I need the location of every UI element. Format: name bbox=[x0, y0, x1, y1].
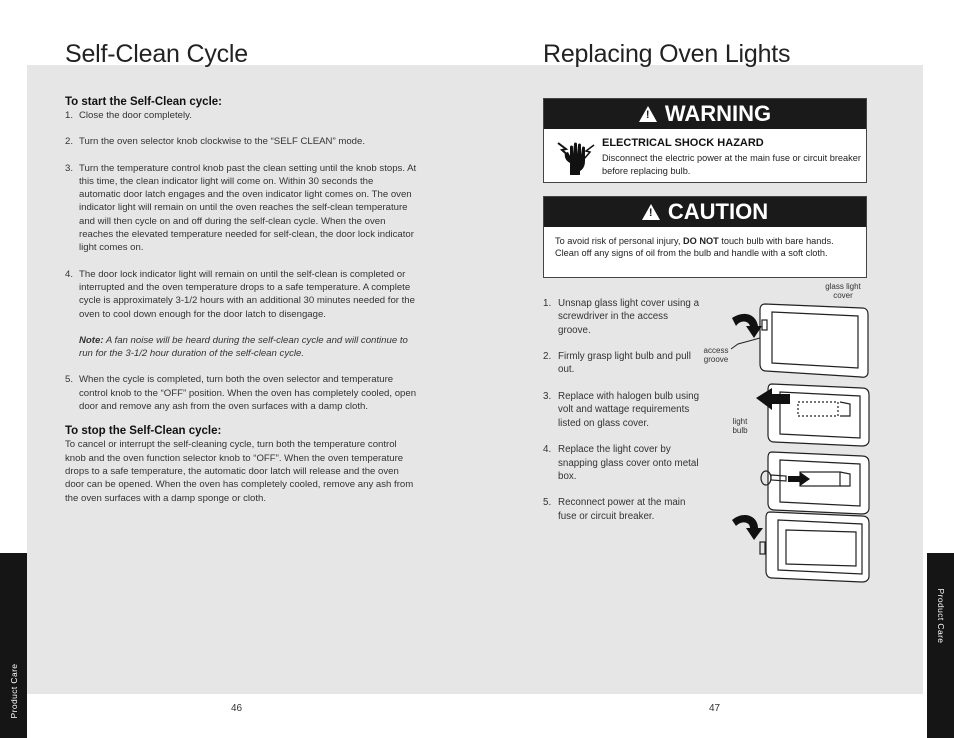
page-title-oven-lights: Replacing Oven Lights bbox=[543, 40, 791, 68]
list-item bbox=[65, 135, 417, 148]
list-item bbox=[543, 443, 703, 483]
warning-box bbox=[543, 98, 867, 183]
page-title-self-clean: Self-Clean Cycle bbox=[65, 40, 248, 68]
stop-text: To cancel or interrupt the self-cleaning cycle, turn both the temperature control knob and the oven function selector knob to “OFF”. When the oven temperature drops to a safe temperature, the automatic door latch will release and the oven door can be opened. When the oven has completely cooled, remove any ash from the oven surfaces with a damp sponge or cloth. bbox=[65, 439, 414, 504]
step-text: Replace the light cover by snapping glass cover onto metal box. bbox=[558, 444, 699, 482]
step-text: Reconnect power at the main fuse or circuit breaker. bbox=[558, 497, 686, 522]
side-tab-right bbox=[927, 553, 954, 738]
list-item bbox=[65, 109, 417, 122]
warning-label: WARNING bbox=[664, 101, 772, 126]
diagram-step-4 bbox=[760, 512, 869, 582]
step-number: 1. bbox=[543, 298, 552, 309]
step-text: Turn the oven selector knob clockwise to the “SELF CLEAN” mode. bbox=[79, 136, 365, 148]
hazard-title: ELECTRICAL SHOCK HAZARD bbox=[602, 137, 764, 149]
list-item bbox=[543, 390, 703, 430]
step-text: Unsnap glass light cover using a screwdriver in the access groove. bbox=[558, 298, 700, 336]
side-tab-left bbox=[0, 553, 27, 738]
hazard-text: Disconnect the electric power at the main fuse or circuit breaker before replacing bulb. bbox=[602, 153, 861, 176]
diagram-step-1 bbox=[731, 304, 868, 377]
side-tab-label: Product Care bbox=[8, 663, 19, 719]
warning-triangle-icon: ! bbox=[639, 106, 657, 122]
stop-heading: To stop the Self-Clean cycle: bbox=[65, 425, 222, 438]
caution-header bbox=[544, 197, 866, 227]
oven-light-diagram bbox=[690, 280, 880, 590]
glass-light-cover-label: glass light cover bbox=[825, 282, 861, 300]
snap-arrow-icon bbox=[732, 515, 763, 540]
list-item bbox=[543, 297, 703, 337]
electric-shock-hand-icon bbox=[556, 139, 596, 177]
diagram-step-2 bbox=[768, 384, 869, 446]
step-text: Replace with halogen bulb using volt and wattage requirements listed on glass cover. bbox=[558, 391, 700, 429]
note-label: Note: bbox=[79, 334, 104, 346]
caution-box bbox=[543, 196, 867, 278]
step-text: Close the door completely. bbox=[79, 110, 192, 121]
step-number: 3. bbox=[543, 391, 552, 403]
list-item bbox=[543, 350, 703, 377]
access-groove-label: access groove bbox=[703, 346, 729, 364]
rotate-arrow-icon bbox=[732, 314, 762, 338]
diagram-step-3 bbox=[761, 452, 869, 514]
note-text: A fan noise will be heard during the self-clean cycle and will continue to run for the 3-1/2 hour duration of the self-clean cycle. bbox=[79, 334, 408, 360]
light-cover-illustration bbox=[690, 280, 880, 590]
step-number: 5. bbox=[543, 497, 552, 509]
self-clean-section bbox=[65, 95, 417, 505]
step-text: The door lock indicator light will remain on until the self-clean is completed or interrupted and the oven temperature drops to a safe temperature. A complete cycle is approximately 3-1/2 hours with an additional 30 minutes needed for the oven to cool down enough for the door latch to disengage. bbox=[79, 268, 415, 320]
page-number-left: 46 bbox=[231, 703, 243, 714]
caution-text-before: To avoid risk of personal injury, bbox=[555, 236, 683, 246]
light-bulb-label: light bulb bbox=[732, 417, 748, 435]
side-tab-label: Product Care bbox=[935, 588, 946, 644]
step-text: Turn the temperature control knob past the clean setting until the knob stops. At this time, the clean indicator light will come on. Within 30 seconds the automatic door latch engages and the oven indicator light comes on. The oven indicator light will remain on until the oven reaches the self-clean temperature and will then cycle on and off during the self-clean cycle. When the oven reaches the elevated temperature needed for self-clean, the door lock indicator light comes on. bbox=[79, 162, 417, 254]
caution-text-after: touch bulb with bare hands. Clean off any signs of oil from the bulb and handle with a soft cloth. bbox=[555, 236, 834, 259]
list-item bbox=[65, 162, 417, 255]
step-number: 4. bbox=[65, 268, 74, 280]
step-text: When the cycle is completed, turn both the oven selector and temperature control knob to the “OFF” position. When the oven has completely cooled, open door and remove any ash from the oven surfaces with a damp cloth. bbox=[79, 374, 417, 413]
step-number: 3. bbox=[65, 162, 74, 174]
step-text: Firmly grasp light bulb and pull out. bbox=[558, 351, 691, 376]
start-steps-list bbox=[65, 109, 417, 413]
step-number: 2. bbox=[65, 136, 74, 148]
list-item bbox=[543, 496, 703, 523]
fan-note bbox=[79, 334, 417, 361]
page-number-right: 47 bbox=[709, 703, 721, 714]
caution-triangle-icon: ! bbox=[642, 204, 660, 220]
start-heading: To start the Self-Clean cycle: bbox=[65, 96, 222, 108]
step-number: 1. bbox=[65, 110, 74, 121]
caution-text bbox=[555, 235, 860, 260]
step-number: 2. bbox=[543, 351, 552, 363]
caution-label: CAUTION bbox=[667, 199, 769, 224]
light-replacement-steps bbox=[543, 297, 703, 536]
list-item bbox=[65, 373, 417, 413]
caution-text-bold: DO NOT bbox=[683, 236, 719, 246]
step-number: 4. bbox=[543, 444, 552, 456]
warning-header bbox=[544, 99, 866, 129]
step-number: 5. bbox=[65, 374, 74, 386]
list-item bbox=[65, 268, 417, 361]
